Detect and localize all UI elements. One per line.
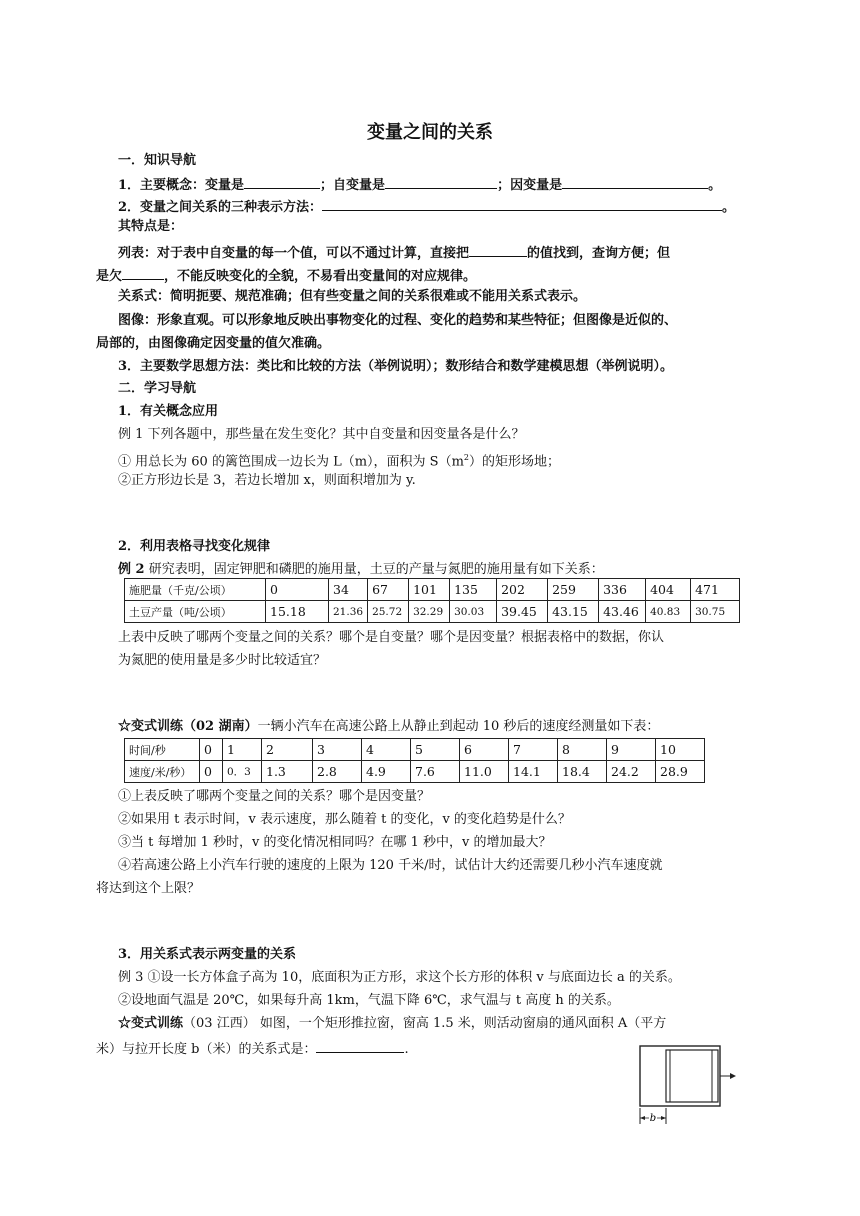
answer-blank[interactable] [385, 174, 497, 189]
variant-2-end: . [404, 1042, 409, 1057]
table-cell: 速度/米/秒） [125, 761, 200, 783]
variant-2-text: （03 江西） 如图，一个矩形推拉窗，窗高 1.5 米，则活动窗扇的通风面积 A（平方 [183, 1016, 667, 1031]
table-cell: 8 [558, 739, 607, 761]
table-row [125, 601, 740, 623]
table-cell: 43.46 [599, 601, 646, 623]
variant-1-line [118, 718, 798, 736]
table-cell: 34 [329, 579, 368, 601]
table-cell: 0 [266, 579, 329, 601]
variant-question-3: ③当 t 每增加 1 秒时，v 的变化情况相同吗？在哪 1 秒中，v 的增加最大？ [118, 835, 552, 850]
table-cell: 4 [362, 739, 411, 761]
sliding-window-figure [628, 1040, 748, 1130]
table-cell: 1 [223, 739, 262, 761]
table-cell: 0．3 [223, 761, 262, 783]
graph-feature-line-2: 局部的，由图像确定因变量的值欠准确。 [96, 336, 331, 351]
section-1-heading: 一．知识导航 [118, 153, 197, 168]
table-feature-text-4: ，不能反映变化的全貌，不易看出变量间的对应规律。 [164, 269, 477, 284]
table-feature-line-2 [96, 265, 776, 286]
example-2-label: 例 2 [118, 562, 145, 577]
example-3-item-b: ②设地面气温是 20℃，如果每升高 1km，气温下降 6℃，求气温与 t 高度 h 的关系。 [118, 993, 620, 1008]
dimension-arrow-icon [640, 1116, 645, 1120]
table-feature-line [118, 242, 798, 263]
fertilizer-table [124, 578, 740, 623]
variant-question-2: ②如果用 t 表示时间，v 表示速度，那么随着 t 的变化，v 的变化趋势是什么？ [118, 812, 571, 827]
concepts-text-1: 1．主要概念：变量是 [118, 178, 245, 193]
table-cell: 4.9 [362, 761, 411, 783]
answer-blank[interactable] [562, 174, 708, 189]
answer-blank[interactable] [316, 1038, 404, 1053]
table-cell: 25.72 [368, 601, 409, 623]
table-cell: 39.45 [497, 601, 548, 623]
table-feature-text-2: 的值找到，查询方便；但 [527, 246, 671, 261]
table-cell: 土豆产量（吨/公顷） [125, 601, 266, 623]
page-title: 变量之间的关系 [367, 122, 493, 143]
variant-question-1: ①上表反映了哪两个变量之间的关系？哪个是因变量？ [118, 789, 431, 804]
variant-2-label: ☆变式训练 [118, 1016, 184, 1031]
variant-question-4-cont: 将达到这个上限？ [96, 881, 201, 896]
table-row [125, 761, 705, 783]
table-cell: 40.83 [646, 601, 691, 623]
table-cell: 135 [450, 579, 497, 601]
variant-2-text-2: 米）与拉开长度 b（米）的关系式是： [96, 1042, 317, 1057]
item-a-text: ① 用总长为 60 的篱笆围成一边长为 L（m），面积为 S（m [118, 454, 464, 470]
table-cell: 2 [262, 739, 313, 761]
table-cell: 1.3 [262, 761, 313, 783]
example-1-item-b: ②正方形边长是 3，若边长增加 x，则面积增加为 y. [118, 473, 416, 488]
answer-blank[interactable] [244, 174, 320, 189]
methods-end: 。 [722, 200, 736, 215]
table-cell: 9 [607, 739, 656, 761]
speed-table [124, 738, 705, 783]
subsection-2-heading: 2．利用表格寻找变化规律 [118, 539, 271, 554]
concepts-text-4: 。 [708, 178, 722, 193]
table-cell: 336 [599, 579, 646, 601]
table-cell: 5 [411, 739, 460, 761]
example-2-question-2: 为氮肥的使用量是多少时比较适宜？ [118, 653, 327, 668]
table-cell: 30.03 [450, 601, 497, 623]
subsection-3-heading: 3．用关系式表示两变量的关系 [118, 947, 297, 962]
table-cell: 15.18 [266, 601, 329, 623]
example-1-text: 例 1 下列各题中，那些量在发生变化？其中自变量和因变量各是什么？ [118, 427, 525, 442]
concepts-text-3: ；因变量是 [497, 178, 563, 193]
table-cell: 6 [460, 739, 509, 761]
features-heading: 其特点是： [118, 219, 184, 234]
graph-feature-line: 图像：形象直观。可以形象地反映出事物变化的过程、变化的趋势和某些特征；但图像是近似的、 [118, 313, 678, 328]
example-2-line [118, 561, 798, 579]
variant-question-4: ④若高速公路上小汽车行驶的速度的上限为 120 千米/时，试估计大约还需要几秒小汽车速度就 [118, 858, 663, 873]
window-frame [640, 1046, 720, 1106]
variant-2-line [118, 1015, 798, 1033]
table-feature-text-3: 是欠 [96, 269, 123, 284]
table-cell: 28.9 [656, 761, 705, 783]
table-cell: 14.1 [509, 761, 558, 783]
answer-blank[interactable] [122, 265, 164, 280]
table-feature-text-1: 列表：对于表中自变量的每一个值，可以不通过计算，直接把 [118, 246, 470, 261]
table-cell: 18.4 [558, 761, 607, 783]
table-cell: 21.36 [329, 601, 368, 623]
methods-text: 2．变量之间关系的三种表示方法： [118, 200, 323, 215]
item-a-text-end: ）的矩形场地； [469, 454, 561, 470]
subsection-1-heading: 1．有关概念应用 [118, 404, 219, 419]
concepts-line [118, 174, 798, 195]
concepts-text-2: ；自变量是 [320, 178, 386, 193]
table-cell: 24.2 [607, 761, 656, 783]
table-cell: 2.8 [313, 761, 362, 783]
formula-feature-line: 关系式：简明扼要、规范准确；但有些变量之间的关系很难或不能用关系式表示。 [118, 289, 587, 304]
example-3-item-a: 例 3 ①设一长方体盒子高为 10，底面积为正方形，求这个长方形的体积 v 与底面边长 a 的关系。 [118, 970, 681, 985]
table-cell: 10 [656, 739, 705, 761]
table-cell: 7.6 [411, 761, 460, 783]
example-2-question-1: 上表中反映了哪两个变量之间的关系？哪个是自变量？哪个是因变量？根据表格中的数据，你认 [118, 630, 665, 645]
example-2-text: 研究表明，固定钾肥和磷肥的施用量，土豆的产量与氮肥的施用量有如下关系： [144, 562, 604, 577]
table-cell: 0 [200, 761, 223, 783]
table-cell: 时间/秒 [125, 739, 200, 761]
table-cell: 404 [646, 579, 691, 601]
answer-blank[interactable] [469, 242, 527, 257]
superscript: 2 [463, 453, 469, 462]
table-cell: 67 [368, 579, 409, 601]
variant-1-text: 一辆小汽车在高速公路上从静止到起动 10 秒后的速度经测量如下表： [257, 719, 660, 734]
table-cell: 0 [200, 739, 223, 761]
table-cell: 471 [691, 579, 740, 601]
dimension-arrow-icon [661, 1116, 666, 1120]
section-2-heading: 二．学习导航 [118, 381, 197, 396]
arrow-right-icon [730, 1073, 736, 1079]
window-sash [666, 1050, 718, 1102]
table-cell: 11.0 [460, 761, 509, 783]
table-cell: 43.15 [548, 601, 599, 623]
table-row [125, 739, 705, 761]
table-row [125, 579, 740, 601]
dimension-label: b [649, 1113, 657, 1124]
math-methods-line: 3．主要数学思想方法：类比和比较的方法（举例说明）；数形结合和数学建模思想（举例说明）。 [118, 359, 674, 374]
table-cell: 202 [497, 579, 548, 601]
table-cell: 30.75 [691, 601, 740, 623]
variant-1-label: ☆变式训练（02 湖南） [118, 719, 258, 734]
table-cell: 施肥量（千克/公顷） [125, 579, 266, 601]
methods-line [118, 196, 798, 217]
table-cell: 259 [548, 579, 599, 601]
table-cell: 101 [409, 579, 450, 601]
table-cell: 32.29 [409, 601, 450, 623]
table-cell: 3 [313, 739, 362, 761]
example-1-item-a [118, 449, 798, 471]
table-cell: 7 [509, 739, 558, 761]
answer-blank[interactable] [322, 196, 722, 211]
